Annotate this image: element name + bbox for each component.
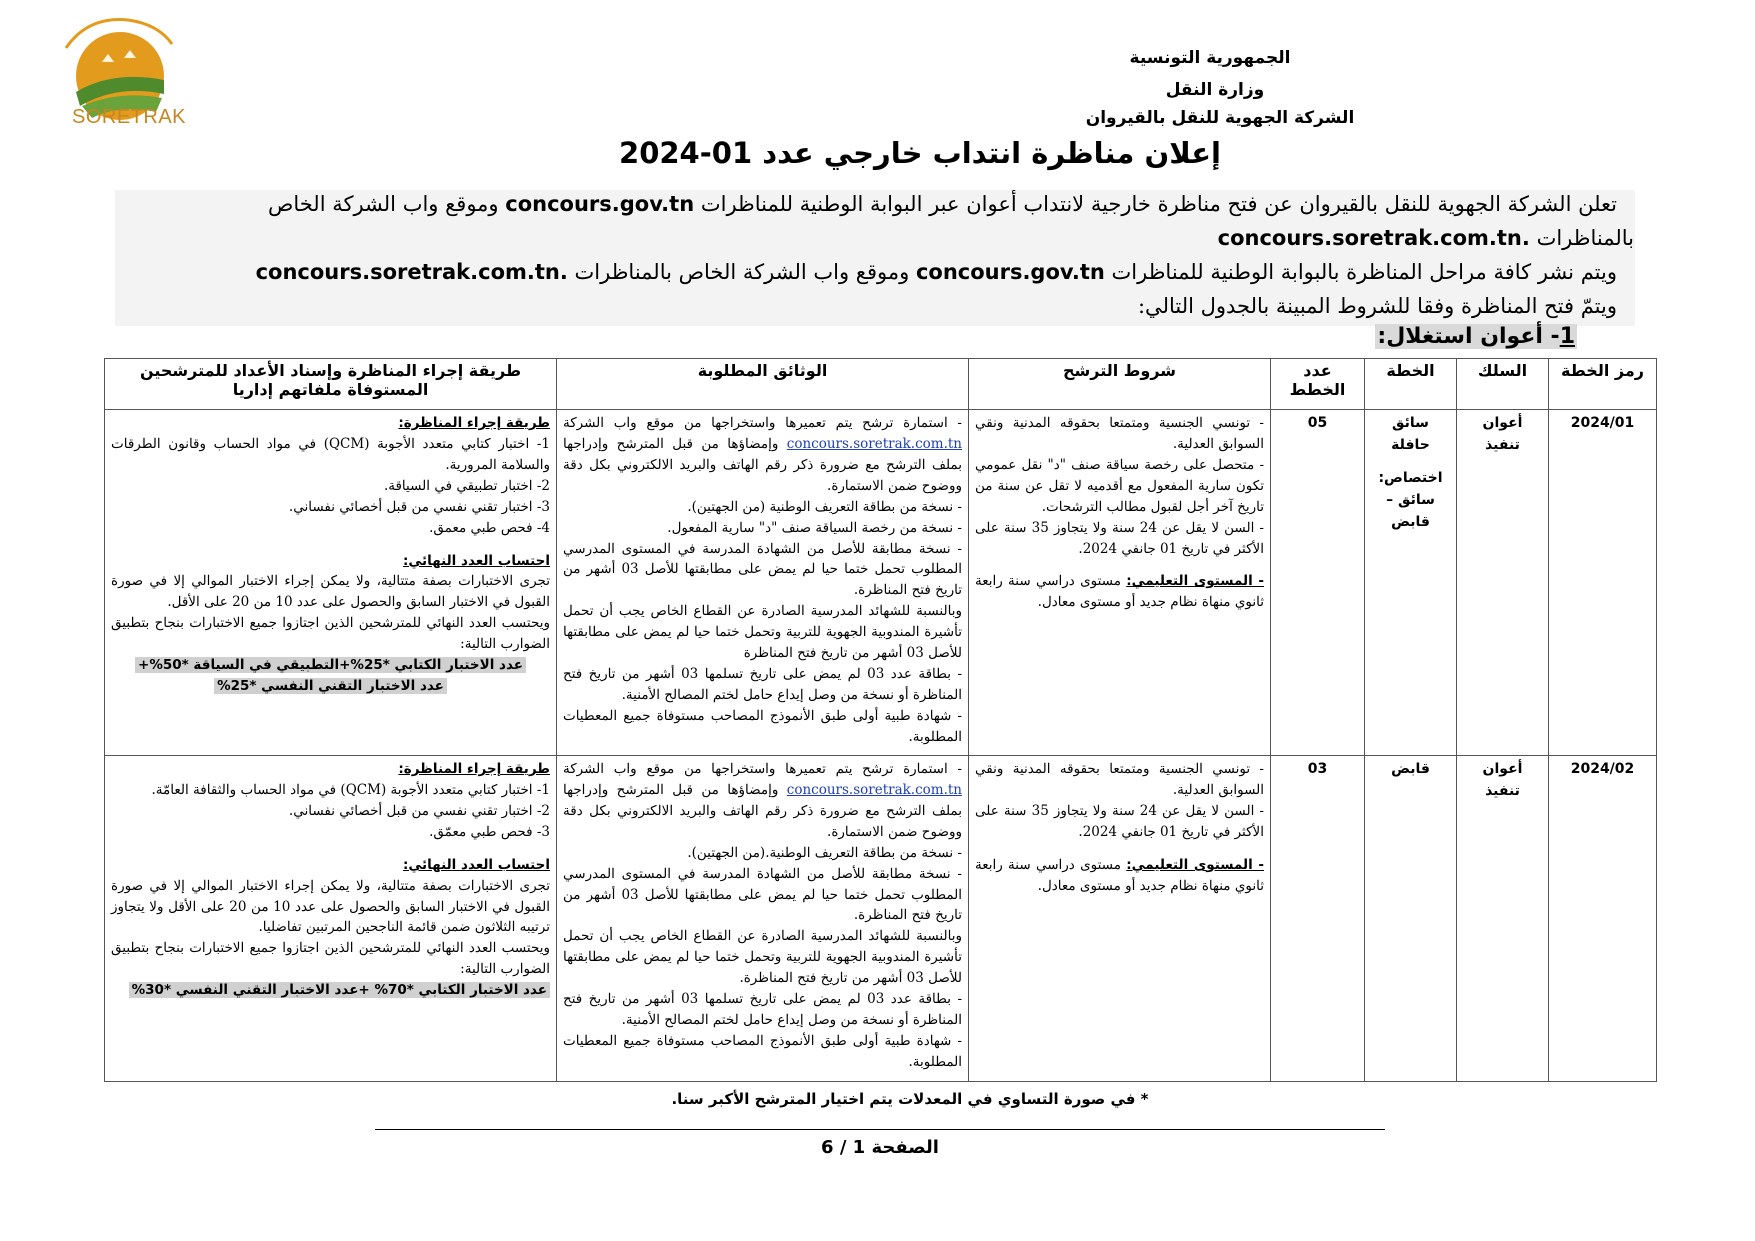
- document-item: - بطاقة عدد 03 لم يمض على تاريخ تسلمها 03 أشهر من تاريخ فتح المناظرة أو نسخة من وصل إيداع حامل لختم المصالح الأمنية.: [563, 666, 963, 703]
- post-name: سائق حافلة: [1391, 415, 1430, 453]
- cell-documents: [557, 756, 969, 1082]
- education-label: - المستوى التعليمي:: [1126, 856, 1265, 873]
- education-requirement: [975, 855, 1264, 897]
- cell-corps: أعوان تنفيذ: [1457, 756, 1549, 1082]
- specialty-label: اختصاص:: [1378, 470, 1443, 487]
- cell-count: 05: [1271, 410, 1365, 756]
- method-step: 3- فحص طبي معمّق.: [429, 823, 550, 840]
- cell-post: قابض: [1365, 756, 1457, 1082]
- section-number: 1: [1559, 324, 1575, 349]
- method-title: طريقة إجراء المناظرة:: [398, 761, 550, 777]
- intro-line-2: [1218, 226, 1634, 250]
- cell-conditions: [969, 410, 1271, 756]
- document-text: - استمارة ترشح يتم تعميرها واستخراجها من موقع واب الشركة: [563, 415, 962, 431]
- cell-documents: [557, 410, 969, 756]
- final-score-title: احتساب العدد النهائي:: [403, 552, 550, 569]
- header-company: الشركة الجهوية للنقل بالقيروان: [1085, 108, 1355, 128]
- cell-corps: أعوان تنفيذ: [1457, 410, 1549, 756]
- education-requirement: [975, 571, 1264, 613]
- document-text: وإمضاؤها من قبل المترشح وإدراجها بملف الترشح مع ضرورة ذكر رقم الهاتف والبريد الالكتروني بكل دقة ووضوح ضمن الاستمارة.: [563, 781, 962, 840]
- document-item: - شهادة طبية أولى طبق الأنموذج المصاحب مستوفاة جميع المعطيات المطلوبة.: [563, 1032, 962, 1070]
- site-concours-soretrak[interactable]: concours.soretrak.com.tn.: [255, 260, 568, 284]
- col-code: رمز الخطة: [1549, 359, 1657, 410]
- cell-method: [105, 410, 557, 756]
- intro-text: تعلن الشركة الجهوية للنقل بالقيروان عن فتح مناظرة خارجية لانتداب أعوان عبر البوابة الوطنية للمناظرات: [700, 192, 1617, 216]
- education-text: مستوى دراسي سنة رابعة ثانوي منهاة نظام جديد أو مستوى معادل.: [975, 573, 1264, 611]
- col-corps: السلك: [1457, 359, 1549, 410]
- final-score-text: تجرى الاختبارات بصفة متتالية، ولا يمكن إجراء الاختبار الموالي إلا في صورة القبول في الاختبار السابق والحصول على عدد 10 من 20 على الأقل.: [111, 573, 550, 611]
- document-item: - نسخة من بطاقة التعريف الوطنية (من الجهتين).: [687, 498, 962, 515]
- method-step: 2- اختبار تقني نفسي من قبل أخصائي نفساني.: [288, 802, 550, 819]
- method-title: طريقة إجراء المناظرة:: [398, 415, 550, 431]
- final-score-title: احتساب العدد النهائي:: [403, 856, 550, 873]
- formula: عدد الاختبار الكتابي *70% +عدد الاختبار التقني النفسي *30%: [129, 982, 550, 998]
- recruitment-table: [104, 358, 1657, 1082]
- document-item: [563, 759, 962, 843]
- col-method: طريقة إجراء المناظرة وإسناد الأعداد للمترشحين المستوفاة ملفاتهم إداريا: [105, 359, 557, 410]
- cell-code: 2024/02: [1549, 756, 1657, 1082]
- final-score-text: تجرى الاختبارات بصفة متتالية، ولا يمكن إجراء الاختبار الموالي إلا في صورة القبول في الاختبار السابق والحصول على عدد 10 من 20 على الأقل ولا يتجاوز ترتيبه الثلاثون ضمن قائمة الناجحين المرتبين تفاضليا.: [111, 877, 550, 936]
- intro-text: وموقع واب الشركة الخاص بالمناظرات: [574, 260, 910, 284]
- intro-text: بالمناظرات: [1536, 226, 1634, 250]
- document-item: - نسخة من رخصة السياقة صنف "د" سارية المفعول.: [667, 519, 962, 536]
- condition-item: - السن لا يقل عن 24 سنة ولا يتجاوز 35 سنة على الأكثر في تاريخ 01 جانفي 2024.: [975, 802, 1264, 840]
- cell-code: 2024/01: [1549, 410, 1657, 756]
- document-item: - بطاقة عدد 03 لم يمض على تاريخ تسلمها 03 أشهر من تاريخ فتح المناظرة أو نسخة من وصل إيداع حامل لختم المصالح الأمنية.: [563, 991, 963, 1029]
- document-item: وبالنسبة للشهائد المدرسية الصادرة عن القطاع الخاص يجب أن تحمل تأشيرة المندوبية الجهوية للتربية وتحمل ختما حيا لم يمض على مطابقتها للأصل 03 أشهر من تاريخ فتح المناظرة: [563, 603, 962, 662]
- condition-item: - متحصل على رخصة سياقة صنف "د" نقل عمومي تكون سارية المفعول مع أقدميه لا تقل عن سنة من تاريخ آخر أجل لقبول مطالب الترشحات.: [975, 456, 1264, 515]
- condition-item: - تونسي الجنسية ومتمتعا بحقوقه المدنية ونقي السوابق العدلية.: [975, 415, 1264, 452]
- section-heading: [1375, 324, 1577, 349]
- method-step: 1- اختبار كتابي متعدد الأجوبة (QCM) في مواد الحساب والثقافة العامّة.: [151, 781, 550, 798]
- table-row: [105, 410, 1657, 756]
- formula-line: [111, 655, 550, 676]
- tie-break-note: * في صورة التساوي في المعدلات يتم اختيار المترشح الأكبر سنا.: [671, 1090, 1149, 1108]
- document-item: - نسخة من بطاقة التعريف الوطنية.(من الجهتين).: [687, 844, 962, 861]
- condition-item: - تونسي الجنسية ومتمتعا بحقوقه المدنية ونقي السوابق العدلية.: [975, 761, 1264, 798]
- header-republic: الجمهورية التونسية: [1129, 48, 1291, 68]
- formula: عدد الاختبار التقني النفسي *25%: [214, 678, 447, 694]
- condition-item: - السن لا يقل عن 24 سنة ولا يتجاوز 35 سنة على الأكثر في تاريخ 01 جانفي 2024.: [975, 519, 1264, 557]
- table-row: [105, 756, 1657, 1082]
- final-score-text: ويحتسب العدد النهائي للمترشحين الذين اجتازوا جميع الاختبارات بنجاح بتطبيق الضوارب التالية:: [111, 615, 550, 653]
- intro-line-1: [268, 192, 1617, 216]
- education-text: مستوى دراسي سنة رابعة ثانوي منهاة نظام جديد أو مستوى معادل.: [975, 856, 1264, 894]
- cell-method: [105, 756, 557, 1082]
- cell-post: [1365, 410, 1457, 756]
- soretrak-link[interactable]: concours.soretrak.com.tn: [786, 781, 963, 798]
- page-title: إعلان مناظرة انتداب خارجي عدد 01-2024: [619, 136, 1221, 170]
- col-documents: الوثائق المطلوبة: [557, 359, 969, 410]
- col-post: الخطة: [1365, 359, 1457, 410]
- soretrak-link[interactable]: concours.soretrak.com.tn: [786, 435, 963, 452]
- logo-name: SORETRAK: [72, 106, 187, 128]
- intro-text: ويتم نشر كافة مراحل المناظرة بالبوابة الوطنية للمناظرات: [1111, 260, 1617, 284]
- document-item: وبالنسبة للشهائد المدرسية الصادرة عن القطاع الخاص يجب أن تحمل تأشيرة المندوبية الجهوية للتربية وتحمل ختما حيا لم يمض على مطابقتها للأصل 03 أشهر من تاريخ فتح المناظرة.: [563, 928, 962, 987]
- method-step: 4- فحص طبي معمق.: [429, 519, 550, 536]
- footer-divider: [375, 1129, 1385, 1130]
- formula-line: [111, 980, 550, 1001]
- intro-block: [115, 190, 1635, 326]
- method-step: 2- اختبار تطبيقي في السياقة.: [383, 477, 550, 494]
- cell-conditions: [969, 756, 1271, 1082]
- document-item: - شهادة طبية أولى طبق الأنموذج المصاحب مستوفاة جميع المعطيات المطلوبة.: [563, 707, 962, 745]
- specialty-value: سائق – قابض: [1386, 492, 1435, 530]
- document-item: - نسخة مطابقة للأصل من الشهادة المدرسة في المستوى المدرسي المطلوب تحمل ختما حيا لم يمض على مطابقتها للأصل 03 أشهر من تاريخ فتح المناظرة.: [563, 865, 962, 924]
- final-score-text: ويحتسب العدد النهائي للمترشحين الذين اجتازوا جميع الاختبارات بنجاح بتطبيق الضوارب التالية:: [111, 940, 550, 978]
- formula-line: [111, 676, 550, 697]
- site-concours-soretrak[interactable]: concours.soretrak.com.tn.: [1217, 226, 1530, 250]
- document-item: [563, 413, 962, 497]
- method-step: 3- اختبار تقني نفسي من قبل أخصائي نفساني.: [288, 498, 550, 515]
- document-text: - استمارة ترشح يتم تعميرها واستخراجها من موقع واب الشركة: [563, 761, 962, 777]
- section-label: - أعوان استغلال:: [1377, 324, 1560, 349]
- cell-count: 03: [1271, 756, 1365, 1082]
- site-concours-gov[interactable]: concours.gov.tn: [915, 260, 1105, 284]
- method-step: 1- اختبار كتابي متعدد الأجوبة (QCM) في مواد الحساب وقانون الطرقات والسلامة المرورية.: [111, 435, 551, 473]
- document-item: - نسخة مطابقة للأصل من الشهادة المدرسة في المستوى المدرسي المطلوب تحمل ختما حيا لم يمض على مطابقتها للأصل 03 أشهر من تاريخ فتح المناظرة.: [563, 540, 962, 599]
- intro-line-4: ويتمّ فتح المناظرة وفقا للشروط المبينة بالجدول التالي:: [1137, 294, 1617, 318]
- table-header-row: [105, 359, 1657, 410]
- formula: عدد الاختبار الكتابي *25%+التطبيقي في السياقة *50%+: [135, 657, 526, 673]
- education-label: - المستوى التعليمي:: [1126, 573, 1265, 590]
- site-concours-gov[interactable]: concours.gov.tn: [505, 192, 695, 216]
- col-conditions: شروط الترشح: [969, 359, 1271, 410]
- document-text: وإمضاؤها من قبل المترشح وإدراجها بملف الترشح مع ضرورة ذكر رقم الهاتف والبريد الالكتروني بكل دقة ووضوح ضمن الاستمارة.: [563, 435, 962, 494]
- page-number: الصفحة 1 / 6: [821, 1137, 939, 1158]
- intro-text: وموقع واب الشركة الخاص: [267, 192, 499, 216]
- header-ministry: وزارة النقل: [1165, 80, 1265, 100]
- intro-line-3: [256, 260, 1617, 284]
- col-count: عدد الخطط: [1271, 359, 1365, 410]
